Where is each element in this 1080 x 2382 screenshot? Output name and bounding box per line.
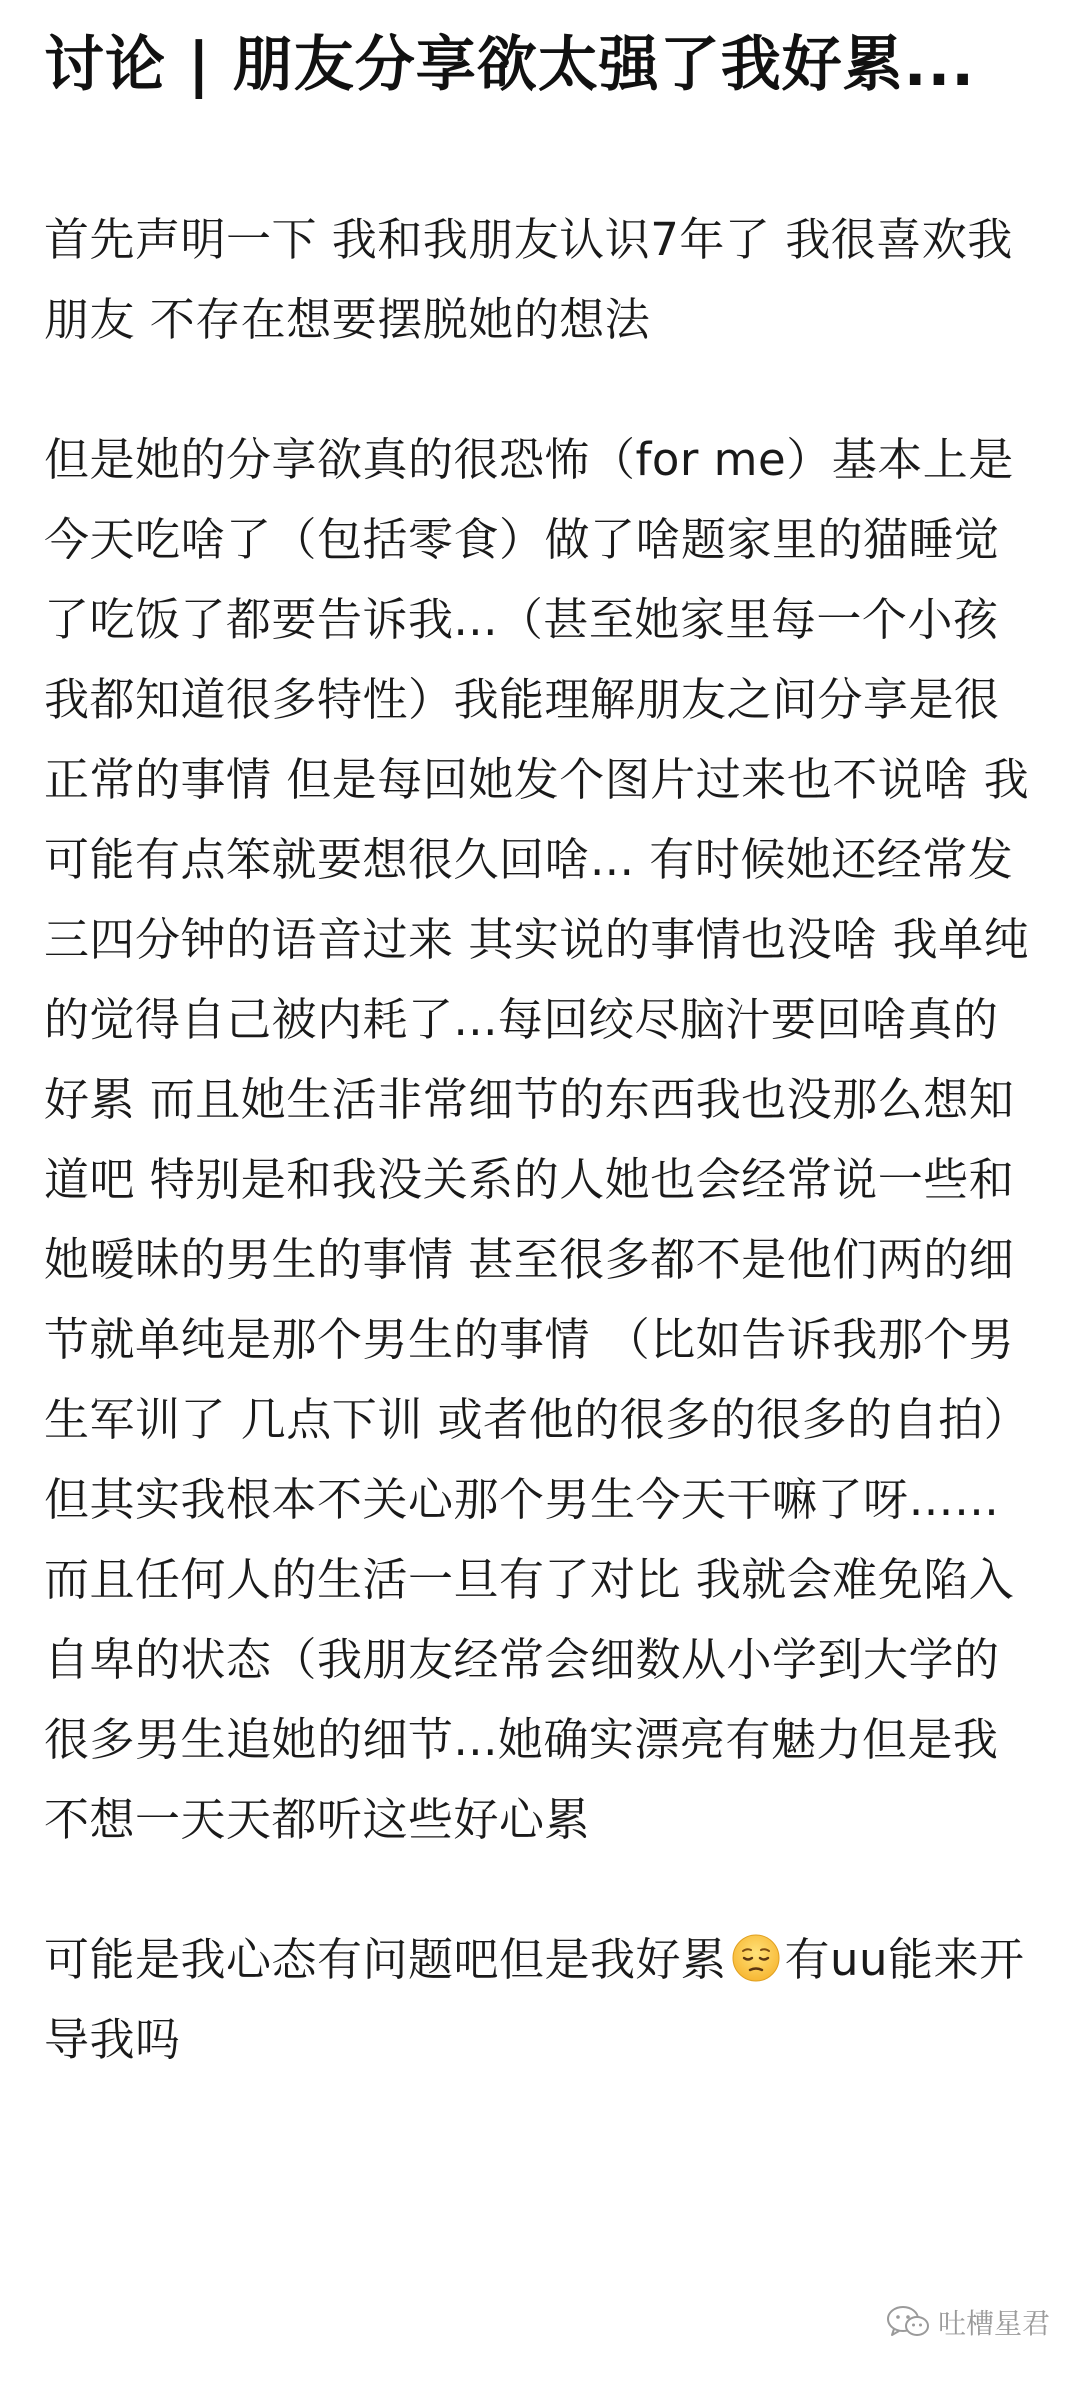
wechat-icon xyxy=(886,2305,930,2339)
watermark xyxy=(886,2302,1050,2342)
closing-text-after: 有uu能来开导我吗 xyxy=(44,1933,1025,2066)
title-spacer xyxy=(44,110,1036,200)
post-title: 讨论 | 朋友分享欲太强了我好累... xyxy=(44,30,976,100)
pensive-face-emoji-icon xyxy=(731,1933,781,1983)
paragraph-intro: 首先声明一下 我和我朋友认识7年了 我很喜欢我朋友 不存在想要摆脱她的想法 xyxy=(44,213,1013,346)
paragraph-gap xyxy=(44,1860,1036,1920)
closing-text-before: 可能是我心态有问题吧但是我好累 xyxy=(44,1933,727,1986)
paragraph-gap xyxy=(44,360,1036,420)
paragraph-body: 但是她的分享欲真的很恐怖（for me）基本上是今天吃啥了（包括零食）做了啥题家里的猫睡觉了吃饭了都要告诉我...（甚至她家里每一个小孩我都知道很多特性）我能理解朋友之间分享是很正常的事情 但是每回她发个图片过来也不说啥 我可能有点笨就要想很久回啥... 有时候她还经常发三四分钟的语音过来 其实说的事情也没啥 我单纯的觉得自己被内耗了...每回绞尽脑汁要回啥真的好累 而且她生活非常细节的东西我也没那么想知道吧 特别是和我没关系的人她也会经常说一些和她暧昧的男生的事情 甚至很多都不是他们两的细节就单纯是那个男生的事情 （比如告诉我那个男生军训了 几点下训 或者他的很多的很多的自拍）但其实我根本不关心那个男生今天干嘛了呀……而且任何人的生活一旦有了对比 我就会难免陷入自卑的状态（我朋友经常会细数从小学到大学的很多男生追她的细节...她确实漂亮有魅力但是我不想一天天都听这些好心累 xyxy=(44,433,1030,1846)
watermark-text: 吐槽星君 xyxy=(937,2307,1050,2340)
paragraph-closing xyxy=(44,1920,1036,2080)
